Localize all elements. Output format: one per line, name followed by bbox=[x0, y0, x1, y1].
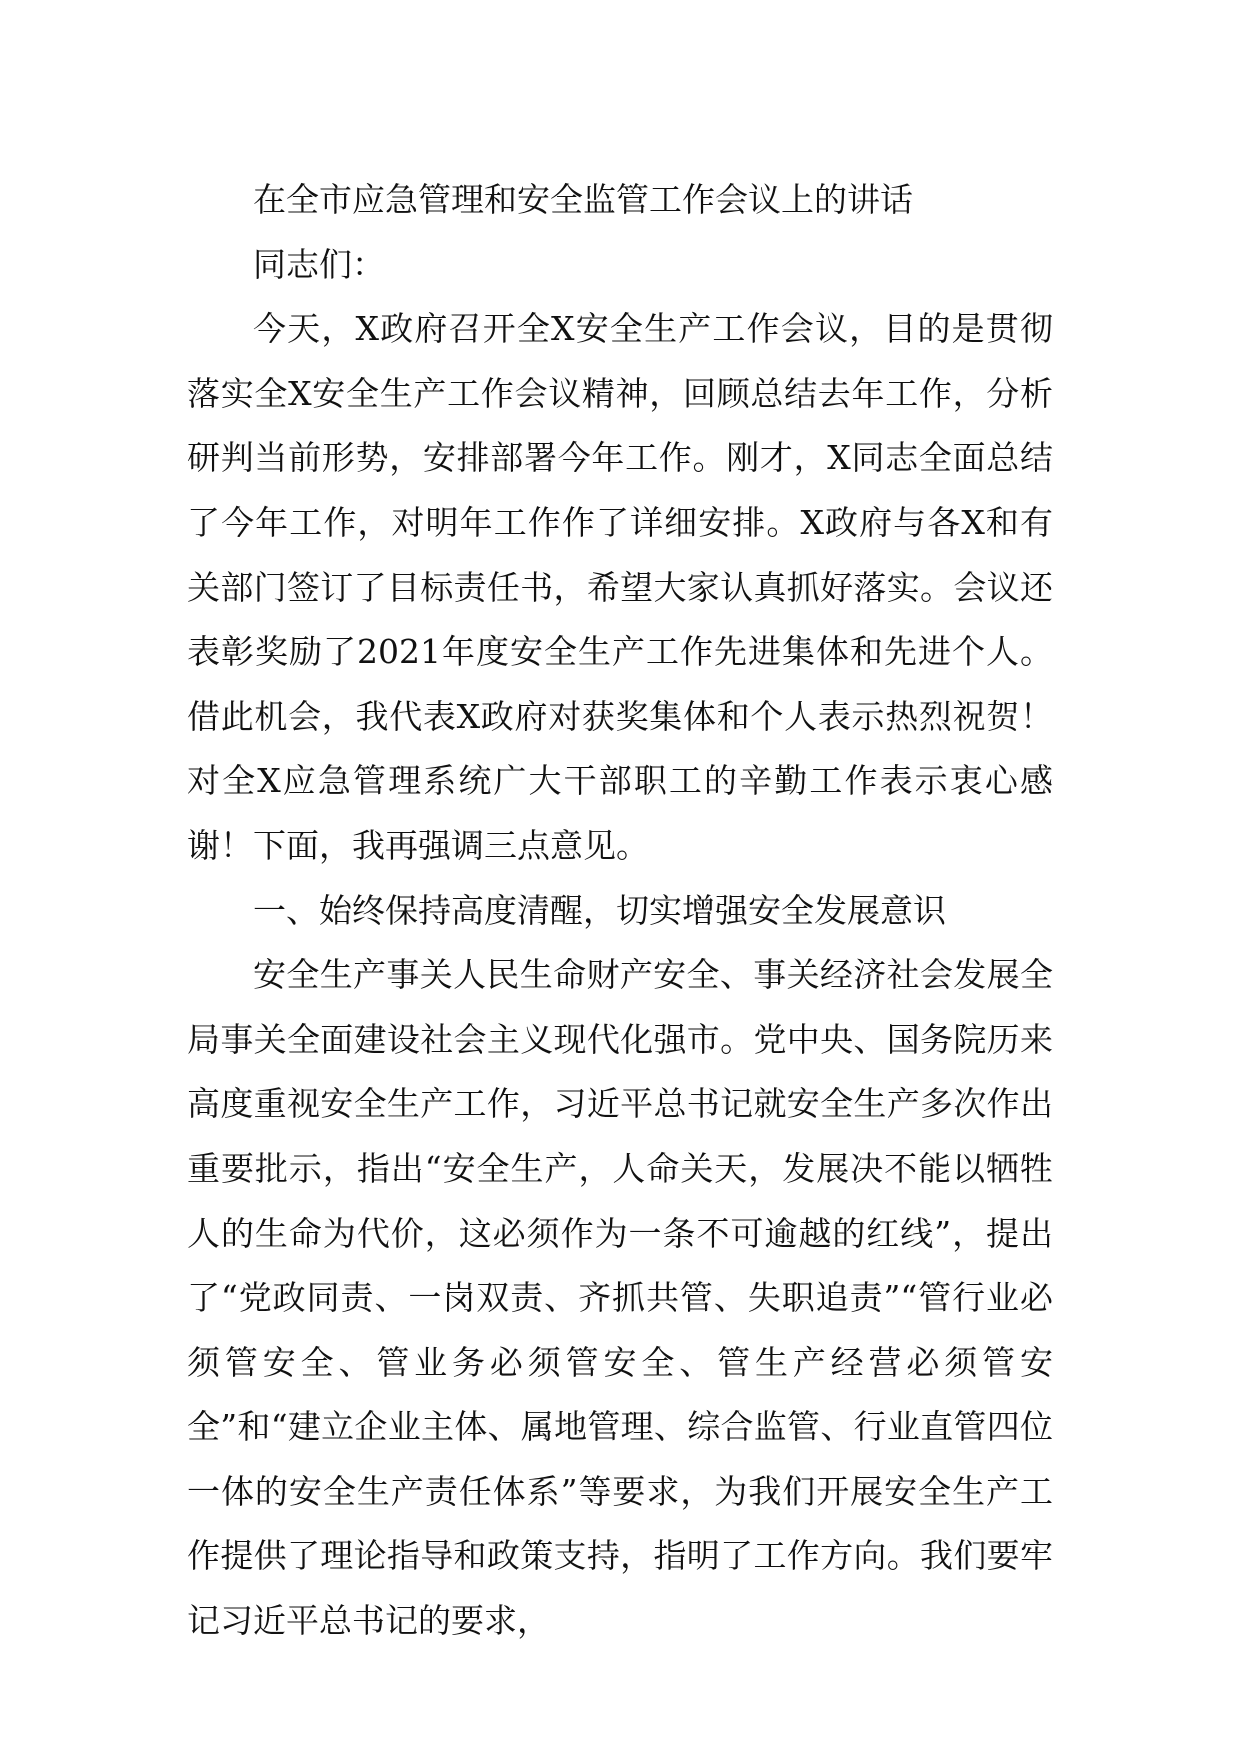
intro-paragraph: 今天，X政府召开全X安全生产工作会议，目的是贯彻落实全X安全生产工作会议精神，回顾总结去年工作，分析研判当前形势，安排部署今年工作。刚才，X同志全面总结了今年工作，对明年工作作了详细安排。X政府与各X和有关部门签订了目标责任书，希望大家认真抓好落实。会议还表彰奖励了2021年度安全生产工作先进集体和先进个人。借此机会，我代表X政府对获奖集体和个人表示热烈祝贺！对全X应急管理系统广大干部职工的辛勤工作表示衷心感谢！下面，我再强调三点意见。 bbox=[187, 309, 1053, 865]
section-heading-1: 一、始终保持高度清醒，切实增强安全发展意识 bbox=[253, 890, 946, 930]
speech-title: 在全市应急管理和安全监管工作会议上的讲话 bbox=[253, 180, 913, 219]
section-paragraph-1: 安全生产事关人民生命财产安全、事关经济社会发展全局事关全面建设社会主义现代化强市。党中央、国务院历来高度重视安全生产工作，习近平总书记就安全生产多次作出重要批示，指出“安全生产，人命关天，发展决不能以牺牲人的生命为代价，这必须作为一条不可逾越的红线”，提出了“党政同责、一岗双责、齐抓共管、失职追责”“管行业必须管安全、管业务必须管安全、管生产经营必须管安全”和“建立企业主体、属地管理、综合监管、行业直管四位一体的安全生产责任体系”等要求，为我们开展安全生产工作提供了理论指导和政策支持，指明了工作方向。我们要牢记习近平总书记的要求， bbox=[187, 955, 1053, 1641]
document-body bbox=[187, 168, 1053, 1654]
salutation: 同志们： bbox=[253, 244, 385, 284]
